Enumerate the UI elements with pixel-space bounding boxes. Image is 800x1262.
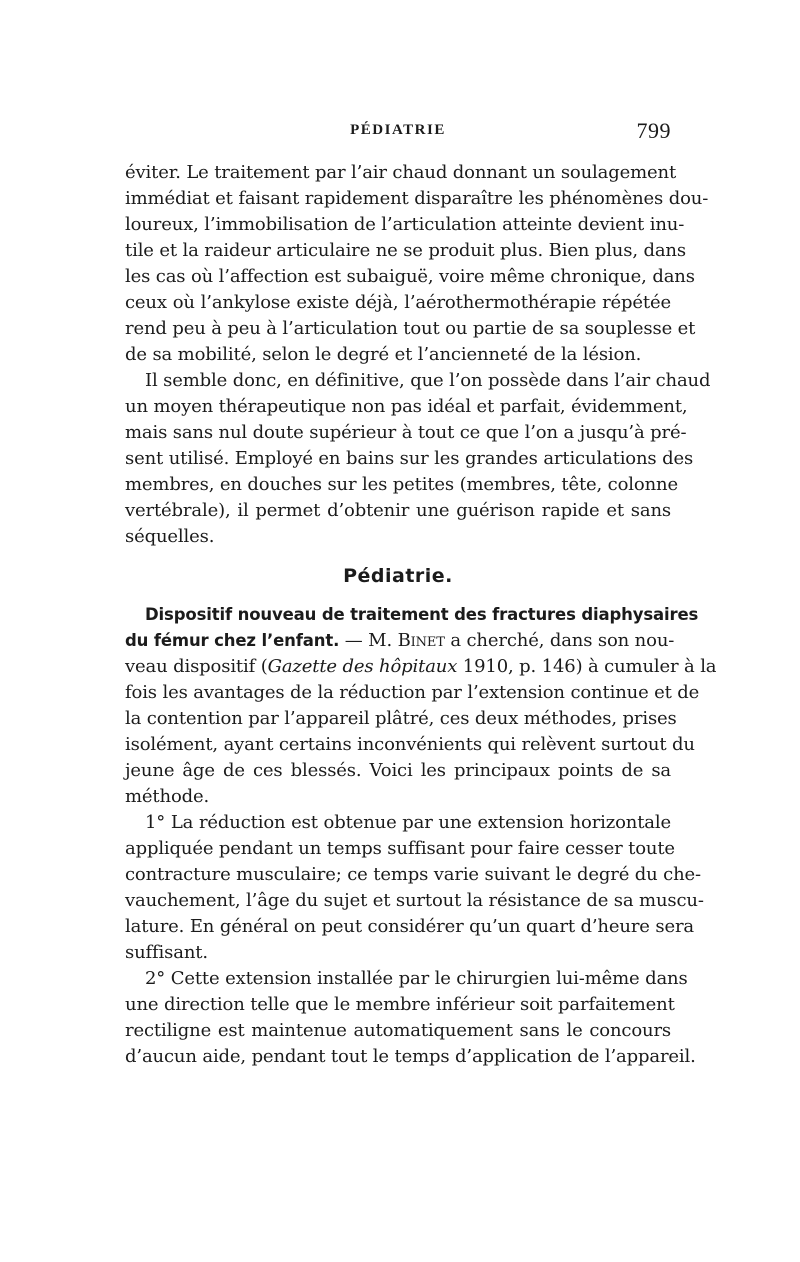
running-title: PÉDIATRIE [350, 122, 446, 138]
article-heading: Dispositif nouveau de traitement des fractures diaphysaires [145, 605, 699, 624]
text-line: les cas où l’affection est subaiguë, voire même chronique, dans [125, 266, 695, 287]
text-fragment: a cherché, dans son nou- [444, 630, 675, 651]
text-line: mais sans nul doute supérieur à tout ce que l’on a jusqu’à pré- [125, 422, 687, 443]
text-line: sent utilisé. Employé en bains sur les grandes articulations des [125, 448, 694, 469]
text-line: loureux, l’immobilisation de l’articulation atteinte devient inu- [125, 214, 685, 235]
text-line: appliquée pendant un temps suffisant pour faire cesser toute [125, 838, 675, 859]
text-line: séquelles. [125, 526, 215, 547]
text-line: tile et la raideur articulaire ne se produit plus. Bien plus, dans [125, 240, 686, 261]
dash-text: — M. [339, 630, 398, 651]
running-head [125, 118, 671, 142]
text-line: membres, en douches sur les petites (membres, tête, colonne [125, 474, 678, 495]
text-line: fois les avantages de la réduction par l’extension continue et de [125, 682, 700, 703]
text-line: 1° La réduction est obtenue par une extension horizontale [145, 812, 671, 833]
text-fragment: veau dispositif ( [125, 656, 268, 677]
text-line: d’aucun aide, pendant tout le temps d’application de l’appareil. [125, 1046, 696, 1067]
text-line: Il semble donc, en définitive, que l’on possède dans l’air chaud [145, 370, 711, 391]
body-text [125, 160, 717, 1070]
section-title: Pédiatrie. [343, 565, 453, 587]
text-line: lature. En général on peut considérer qu’un quart d’heure sera [125, 916, 694, 937]
text-line: un moyen thérapeutique non pas idéal et parfait, évidemment, [125, 396, 688, 417]
text-fragment: 1910, p. 146) à cumuler à la [457, 656, 717, 677]
text-line: de sa mobilité, selon le degré et l’ancienneté de la lésion. [125, 344, 642, 365]
text-line: une direction telle que le membre inférieur soit parfaitement [125, 994, 675, 1015]
article-heading-line [125, 628, 675, 654]
text-line: isolément, ayant certains inconvénients qui relèvent surtout du [125, 734, 695, 755]
text-line: ceux où l’ankylose existe déjà, l’aérothermothérapie répétée [125, 292, 671, 313]
text-line: méthode. [125, 786, 210, 807]
text-line: éviter. Le traitement par l’air chaud donnant un soulagement [125, 162, 677, 183]
page-number: 799 [636, 118, 671, 143]
text-line [125, 654, 717, 680]
text-line: contracture musculaire; ce temps varie suivant le degré du che- [125, 864, 701, 885]
journal-name: Gazette des hôpitaux [267, 656, 458, 677]
article-heading-end: du fémur chez l’enfant. [125, 631, 340, 650]
text-line: 2° Cette extension installée par le chirurgien lui-même dans [145, 968, 688, 989]
author-name: Binet [397, 630, 445, 651]
article-heading-line [125, 602, 699, 628]
text-line: immédiat et faisant rapidement disparaître les phénomènes dou- [125, 188, 709, 209]
text-line: vertébrale), il permet d’obtenir une guérison rapide et sans [125, 500, 671, 521]
text-line: la contention par l’appareil plâtré, ces deux méthodes, prises [125, 708, 677, 729]
text-line: jeune âge de ces blessés. Voici les principaux points de sa [125, 760, 671, 781]
text-line: suffisant. [125, 942, 208, 963]
text-line: vauchement, l’âge du sujet et surtout la résistance de sa muscu- [125, 890, 704, 911]
text-line: rend peu à peu à l’articulation tout ou partie de sa souplesse et [125, 318, 696, 339]
text-line: rectiligne est maintenue automatiquement sans le concours [125, 1020, 671, 1041]
